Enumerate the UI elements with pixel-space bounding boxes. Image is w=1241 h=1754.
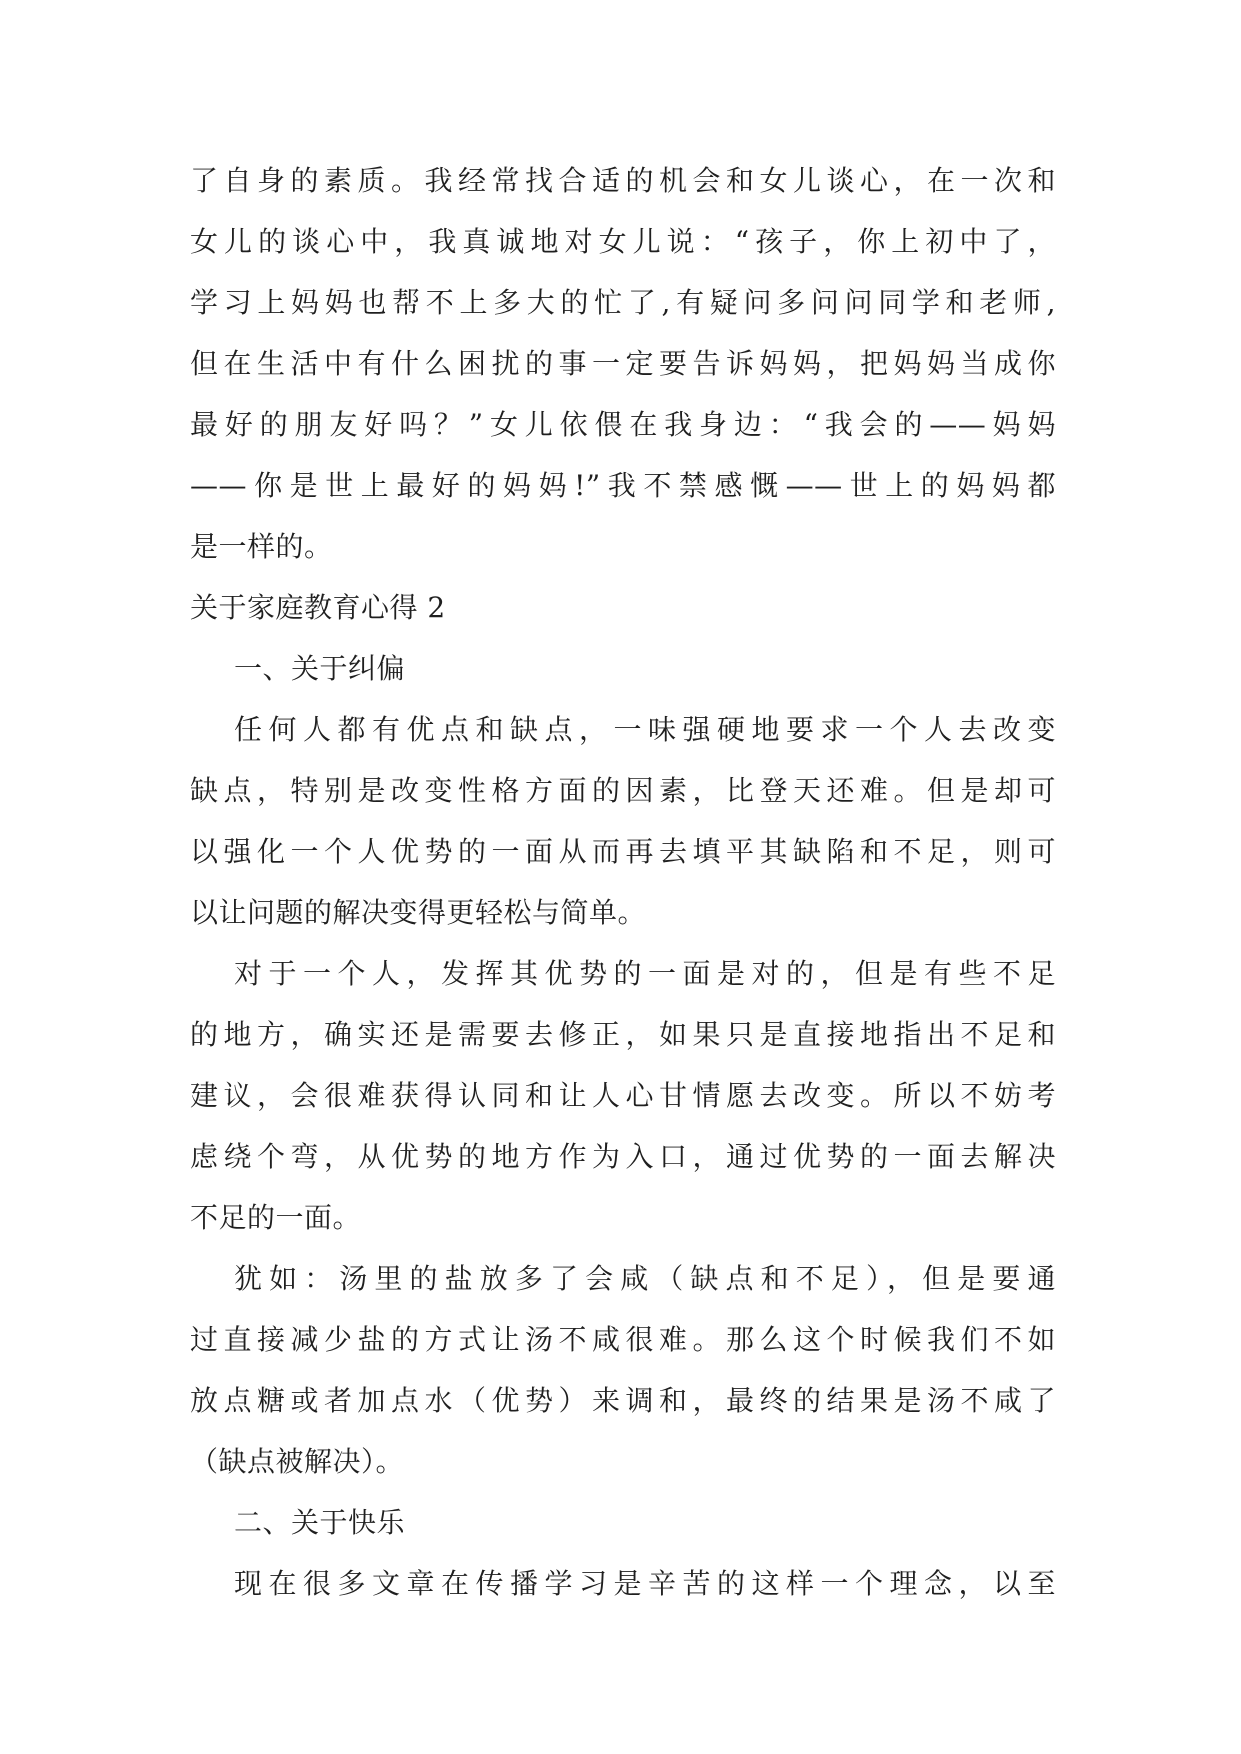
paragraph [190, 699, 1056, 943]
text-line: 缺点，特别是改变性格方面的因素，比登天还难。但是却可 [190, 774, 1056, 807]
text-line: 以让问题的解决变得更轻松与简单。 [190, 896, 647, 929]
subsection-heading-text: 一、关于纠偏 [234, 652, 406, 685]
subsection-heading [190, 1492, 1056, 1553]
text-line: 以强化一个人优势的一面从而再去填平其缺陷和不足，则可 [190, 835, 1056, 868]
paragraph [190, 150, 1056, 577]
text-line: 学习上妈妈也帮不上多大的忙了,有疑问多问问同学和老师, [190, 286, 1056, 319]
text-line: 的地方，确实还是需要去修正，如果只是直接地指出不足和 [190, 1018, 1056, 1051]
paragraph [190, 1553, 1056, 1614]
text-line: 放点糖或者加点水（优势）来调和，最终的结果是汤不咸了 [190, 1384, 1056, 1417]
subsection-heading-text: 二、关于快乐 [234, 1506, 406, 1539]
paragraph [190, 1248, 1056, 1492]
text-line: 不足的一面。 [190, 1201, 362, 1234]
text-line: 最好的朋友好吗？”女儿依偎在我身边：“我会的——妈妈 [190, 408, 1056, 441]
document-page [190, 150, 1056, 1614]
text-line: 但在生活中有什么困扰的事一定要告诉妈妈，把妈妈当成你 [190, 347, 1056, 380]
text-line: 过直接减少盐的方式让汤不咸很难。那么这个时候我们不如 [190, 1323, 1056, 1356]
text-line: 建议，会很难获得认同和让人心甘情愿去改变。所以不妨考 [190, 1079, 1056, 1112]
text-line: 对于一个人，发挥其优势的一面是对的，但是有些不足 [234, 957, 1056, 990]
text-line: 虑绕个弯，从优势的地方作为入口，通过优势的一面去解决 [190, 1140, 1056, 1173]
section-heading [190, 577, 1056, 638]
paragraph [190, 943, 1056, 1248]
subsection-heading [190, 638, 1056, 699]
text-line: ——你是世上最好的妈妈!”我不禁感慨——世上的妈妈都 [190, 469, 1056, 502]
text-line: 犹如：汤里的盐放多了会咸（缺点和不足），但是要通 [234, 1262, 1056, 1295]
text-line: 女儿的谈心中，我真诚地对女儿说：“孩子，你上初中了， [190, 225, 1056, 258]
text-line: 了自身的素质。我经常找合适的机会和女儿谈心，在一次和 [190, 164, 1056, 197]
text-line: 现在很多文章在传播学习是辛苦的这样一个理念，以至 [234, 1567, 1056, 1600]
text-line: 是一样的。 [190, 530, 333, 563]
text-line: 任何人都有优点和缺点，一味强硬地要求一个人去改变 [234, 713, 1056, 746]
section-heading-text: 关于家庭教育心得 2 [190, 591, 446, 624]
text-line: （缺点被解决）。 [190, 1445, 405, 1478]
